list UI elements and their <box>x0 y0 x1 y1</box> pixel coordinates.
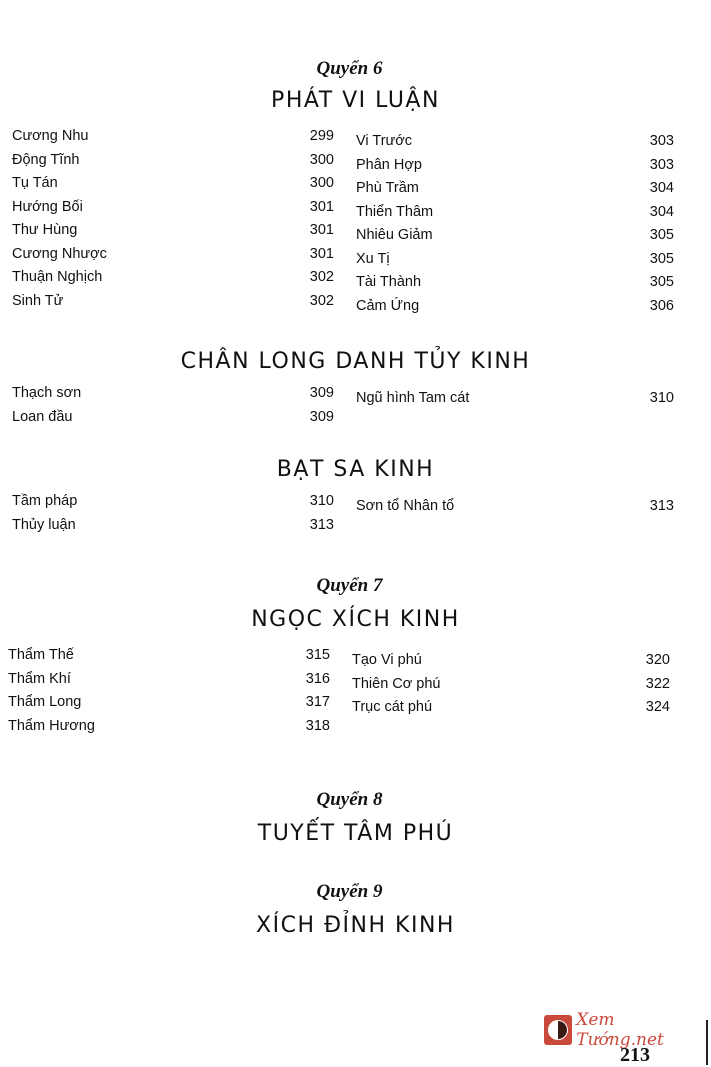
toc-entry: Cảm Ứng 306 <box>356 297 674 314</box>
toc-entry: Thẩm Khí 316 <box>8 670 330 687</box>
section-bat-sa-kinh <box>0 456 711 533</box>
toc-entry: Tài Thành 305 <box>356 274 674 290</box>
right-column <box>356 125 674 313</box>
toc-entry: Ngũ hình Tam cát 310 <box>356 390 674 406</box>
toc-entry: Tụ Tán 300 <box>12 175 334 191</box>
toc-entry: Phù Trầm 304 <box>356 180 674 196</box>
volume-label: Quyển 9 <box>316 881 383 902</box>
left-column <box>8 644 330 738</box>
toc-entry: Thẩm Hương 318 <box>8 717 330 734</box>
left-column <box>12 125 334 313</box>
toc-entry: Sơn tổ Nhân tổ 313 <box>356 498 674 514</box>
toc-entry: Thiển Thâm 304 <box>356 203 674 220</box>
section-title: XÍCH ĐỈNH KINH <box>256 913 455 938</box>
section-chan-long-danh-tuy-kinh <box>0 348 711 425</box>
left-column <box>12 382 334 429</box>
toc-entry: Thuận Nghịch 302 <box>12 269 334 285</box>
toc-entry: Thủy luận 313 <box>12 516 334 533</box>
toc-entry: Phân Hợp 303 <box>356 156 674 173</box>
section-title: BẠT SA KINH <box>276 457 435 482</box>
toc-entry: Trục cát phú 324 <box>352 699 670 715</box>
right-column <box>356 490 674 514</box>
toc-entry: Động Tĩnh 300 <box>12 151 334 168</box>
toc-entry: Cương Nhược 301 <box>12 245 334 262</box>
right-column <box>352 644 670 715</box>
toc-entry: Cương Nhu 299 <box>12 128 334 144</box>
page-number: 213 <box>620 1044 650 1066</box>
section-title: NGỌC XÍCH KINH <box>251 607 460 632</box>
toc-entry: Vi Trước 303 <box>356 133 674 149</box>
section-phat-vi-luan <box>0 57 711 314</box>
section-title: PHÁT VI LUẬN <box>271 88 440 113</box>
toc-entry: Tạo Vi phú 320 <box>352 652 670 668</box>
toc-entry: Nhiêu Giảm 305 <box>356 227 674 243</box>
section-title: TUYẾT TÂM PHÚ <box>257 821 454 846</box>
section-title: CHÂN LONG DANH TỦY KINH <box>180 349 531 374</box>
volume-label: Quyển 8 <box>316 789 383 810</box>
volume-label: Quyển 7 <box>316 575 383 596</box>
brand-name: Xem Tướng.net <box>576 1010 664 1050</box>
toc-entry: Xu Tị 305 <box>356 250 674 267</box>
volume-label: Quyển 6 <box>316 58 383 79</box>
section-tuyet-tam-phu <box>0 788 711 848</box>
toc-entry: Thiên Cơ phú 322 <box>352 675 670 692</box>
toc-entry: Loan đầu 309 <box>12 408 334 425</box>
right-column <box>356 382 674 406</box>
left-column <box>12 490 334 537</box>
toc-entry: Tầm pháp 310 <box>12 493 334 509</box>
toc-entry: Thạch sơn 309 <box>12 385 334 401</box>
toc-entry: Thẩm Thế 315 <box>8 647 330 663</box>
toc-entry: Hướng Bối 301 <box>12 198 334 215</box>
toc-entry: Thẩm Long 317 <box>8 694 330 710</box>
toc-entry: Thư Hùng 301 <box>12 222 334 238</box>
toc-entry: Sinh Tử 302 <box>12 292 334 309</box>
yin-yang-icon <box>544 1015 572 1045</box>
watermark-logo <box>544 1012 700 1048</box>
section-xich-dinh-kinh <box>0 880 711 940</box>
section-ngoc-xich-kinh <box>0 574 711 734</box>
edge-rule <box>706 1020 708 1065</box>
